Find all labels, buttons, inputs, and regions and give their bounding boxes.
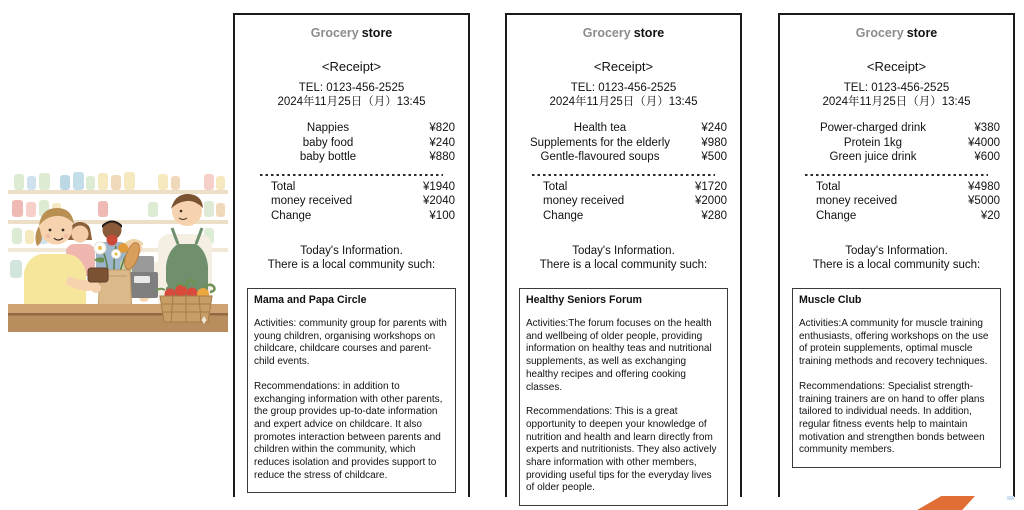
total-value: ¥1720 [695, 180, 727, 193]
tel-line: TEL: 0123-456-2525 [843, 82, 950, 94]
total-row [507, 209, 740, 224]
item-name: Supplements for the elderly [530, 136, 670, 149]
item-price: ¥240 [701, 122, 727, 134]
store-name-bold: store [633, 26, 665, 40]
info-heading-line1: Today's Information. [845, 245, 948, 257]
info-heading-line1: Today's Information. [300, 245, 403, 257]
datetime-line: 2024年11月25日（月）13:45 [277, 96, 426, 108]
total-row [780, 180, 1013, 195]
totals-list [780, 180, 1013, 224]
receipt-card-1 [233, 13, 470, 497]
total-value: ¥4980 [968, 180, 1000, 193]
community-recommendations: Recommendations: in addition to exchanging information with other parents, the group provides up-to-date information and expert advice on childcare. It also promotes interaction between parents and children within the community, which reduces isolation and provides support to reduce the stress of childcare. [254, 380, 446, 481]
items-list [235, 121, 468, 165]
info-heading [780, 244, 1013, 272]
total-value: ¥100 [429, 209, 455, 222]
dashed-separator [532, 174, 715, 176]
info-heading-line2: There is a local community such: [539, 259, 708, 271]
item-price: ¥980 [701, 136, 727, 149]
item-row [780, 136, 1013, 151]
item-price: ¥880 [429, 151, 455, 163]
receipt-card-3 [778, 13, 1015, 497]
item-price: ¥820 [429, 122, 455, 134]
community-info-box [792, 288, 1001, 468]
total-label: Change [543, 209, 584, 222]
item-row [507, 150, 740, 165]
items-list [780, 121, 1013, 165]
store-name-light: Grocery [310, 26, 359, 40]
store-name [507, 26, 740, 41]
community-info-box [247, 288, 456, 493]
datetime-line: 2024年11月25日（月）13:45 [549, 96, 698, 108]
total-row [780, 194, 1013, 209]
grocery-checkout-scene-icon [8, 164, 228, 332]
info-heading [507, 244, 740, 272]
item-row [780, 150, 1013, 165]
community-recommendations: Recommendations: Specialist strength-training trainers are on hand to offer plans tailored to individual needs. In addition, regular fitness events help to maintain motivation and strengthen bonds between community members. [799, 380, 988, 456]
tel-line: TEL: 0123-456-2525 [298, 82, 405, 94]
total-label: Total [543, 180, 568, 193]
dashed-separator [260, 174, 443, 176]
store-name-light: Grocery [855, 26, 904, 40]
total-label: money received [816, 195, 898, 207]
total-value: ¥20 [980, 209, 1000, 222]
item-name: Health tea [573, 122, 627, 134]
item-price: ¥4000 [968, 136, 1000, 149]
item-name: Nappies [306, 122, 350, 134]
total-label: Change [816, 209, 857, 222]
community-activities: Activities:A community for muscle training enthusiasts, offering workshops on the use of protein supplements, optimal muscle training methods and recovery techniques. [799, 318, 992, 368]
item-price: ¥380 [974, 122, 1000, 134]
item-row [507, 121, 740, 136]
total-row [507, 194, 740, 209]
item-row [780, 121, 1013, 136]
total-label: Total [271, 180, 296, 193]
item-price: ¥600 [974, 151, 1000, 163]
item-price: ¥240 [429, 136, 455, 149]
store-name [780, 26, 1013, 41]
total-value: ¥2040 [423, 195, 455, 207]
community-recommendations: Recommendations: This is a great opportunity to deepen your knowledge of nutrition and health and learn directly from experts and nutritionists. They also actively share information with other members, providing useful tips for the everyday lives of older people. [526, 406, 720, 494]
info-heading [235, 244, 468, 272]
community-activities: Activities:The forum focuses on the health and wellbeing of older people, providing information on healthy teas and nutritional supplements, as well as exchanging healthy recipes and offering cooking classes. [526, 318, 715, 393]
community-title: Healthy Seniors Forum [526, 294, 642, 306]
store-name-bold: store [361, 26, 393, 40]
blue-dash-artifact [1007, 496, 1014, 500]
total-row [507, 180, 740, 195]
item-name: Gentle-flavoured soups [540, 151, 660, 163]
totals-list [235, 180, 468, 224]
item-name: Protein 1kg [843, 136, 903, 149]
item-row [507, 136, 740, 151]
item-name: baby food [302, 136, 354, 149]
totals-list [507, 180, 740, 224]
item-row [235, 136, 468, 151]
receipt-card-2 [505, 13, 742, 497]
total-value: ¥2000 [695, 195, 727, 207]
items-list [507, 121, 740, 165]
info-heading-line2: There is a local community such: [812, 259, 981, 271]
community-title: Muscle Club [799, 294, 862, 306]
item-price: ¥500 [701, 151, 727, 163]
item-row [235, 121, 468, 136]
total-label: Total [816, 180, 841, 193]
receipt-label: <Receipt> [593, 59, 654, 74]
total-value: ¥5000 [968, 195, 1000, 207]
store-name [235, 26, 468, 41]
total-value: ¥1940 [423, 180, 455, 193]
total-label: money received [543, 195, 625, 207]
receipt-label: <Receipt> [866, 59, 927, 74]
store-name-light: Grocery [582, 26, 631, 40]
store-illustration [8, 164, 228, 332]
item-row [235, 150, 468, 165]
dashed-separator [805, 174, 988, 176]
info-heading-line1: Today's Information. [572, 245, 675, 257]
community-activities: Activities: community group for parents with young children, organising workshops on childcare, childcare courses and parent-child events. [254, 318, 450, 368]
total-label: money received [271, 195, 353, 207]
total-label: Change [271, 209, 312, 222]
item-name: baby bottle [299, 151, 357, 163]
total-row [780, 209, 1013, 224]
store-name-bold: store [906, 26, 938, 40]
tel-line: TEL: 0123-456-2525 [570, 82, 677, 94]
receipt-label: <Receipt> [321, 59, 382, 74]
community-info-box [519, 288, 728, 506]
total-value: ¥280 [701, 209, 727, 222]
total-row [235, 209, 468, 224]
orange-ribbon-decoration [917, 496, 975, 510]
item-name: Power-charged drink [819, 122, 927, 134]
community-title: Mama and Papa Circle [254, 294, 367, 306]
datetime-line: 2024年11月25日（月）13:45 [822, 96, 971, 108]
total-row [235, 180, 468, 195]
item-name: Green juice drink [829, 151, 917, 163]
info-heading-line2: There is a local community such: [267, 259, 436, 271]
total-row [235, 194, 468, 209]
